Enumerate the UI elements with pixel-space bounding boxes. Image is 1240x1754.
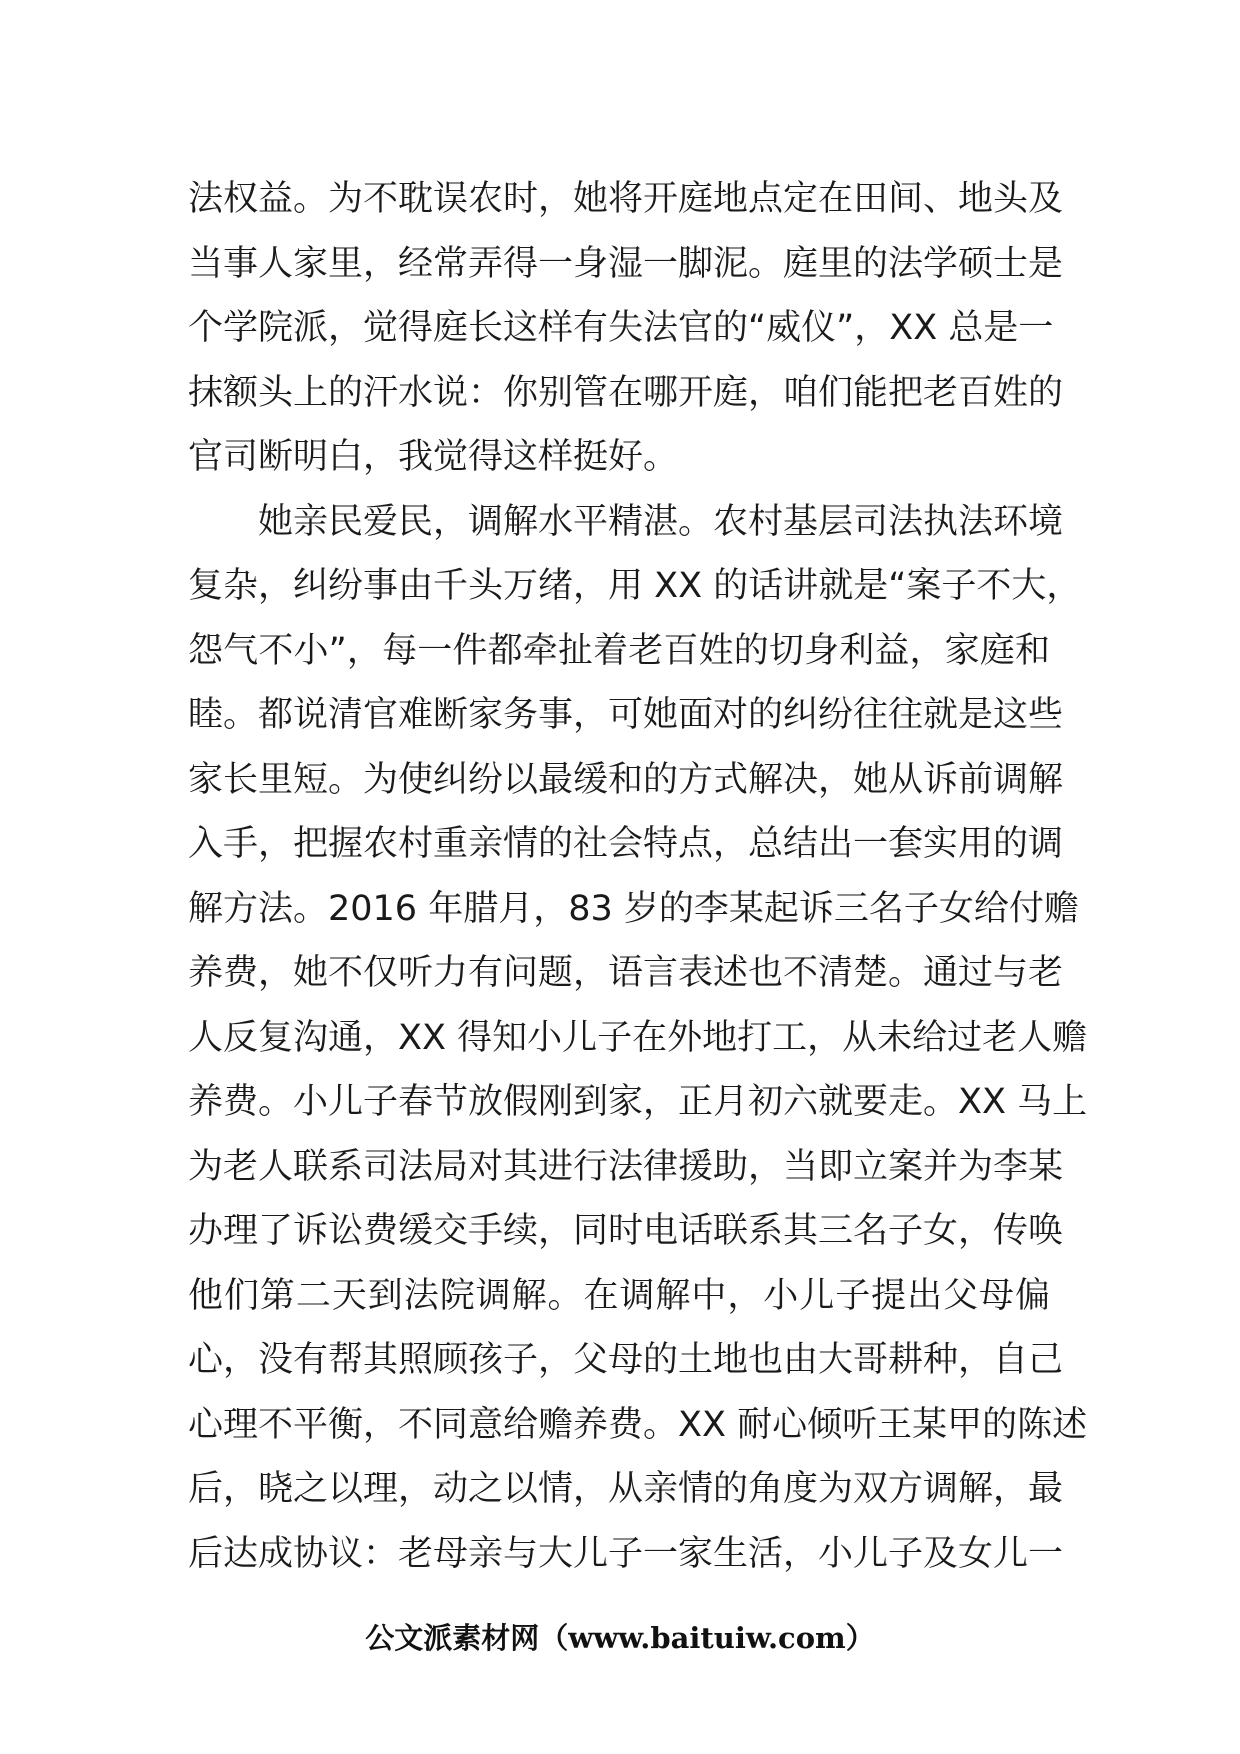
text-line: 人反复沟通，XX 得知小儿子在外地打工，从未给过老人赡 (188, 1017, 1088, 1058)
text-line: 办理了诉讼费缓交手续，同时电话联系其三名子女，传唤 (188, 1211, 1064, 1251)
text-line: 后达成协议：老母亲与大儿子一家生活，小儿子及女儿一 (188, 1533, 1064, 1574)
text-line: 为老人联系司法局对其进行法律援助，当即立案并为李某 (188, 1146, 1064, 1187)
text-line: 家长里短。为使纠纷以最缓和的方式解决，她从诉前调解 (188, 759, 1064, 800)
text-line: 心，没有帮其照顾孩子，父母的土地也由大哥耕种，自己 (188, 1340, 1064, 1380)
text-line: 养费，她不仅听力有问题，语言表述也不清楚。通过与老 (188, 953, 1064, 993)
text-line: 抹额头上的汗水说：你别管在哪开庭，咱们能把老百姓的 (188, 372, 1064, 413)
text-line: 官司断明白，我觉得这样挺好。 (188, 437, 679, 477)
paragraph-1 (188, 167, 1064, 490)
body-text (188, 167, 1088, 1586)
text-line: 法权益。为不耽误农时，她将开庭地点定在田间、地头及 (188, 179, 1064, 219)
text-line: 个学院派，觉得庭长这样有失法官的“威仪”，XX 总是一 (188, 308, 1054, 348)
text-line: 养费。小儿子春节放假刚到家，正月初六就要走。XX 马上 (188, 1082, 1088, 1122)
text-line: 后，晓之以理，动之以情，从亲情的角度为双方调解，最 (188, 1469, 1064, 1509)
text-line: 心理不平衡，不同意给赡养费。XX 耐心倾听王某甲的陈述 (188, 1404, 1088, 1445)
text-line: 入手，把握农村重亲情的社会特点，总结出一套实用的调 (188, 824, 1064, 864)
text-line: 她亲民爱民，调解水平精湛。农村基层司法执法环境 (188, 501, 1064, 542)
text-line: 他们第二天到法院调解。在调解中，小儿子提出父母偏 (188, 1275, 1050, 1316)
text-line: 解方法。2016 年腊月，83 岁的李某起诉三名子女给付赡 (188, 888, 1079, 929)
text-line: 复杂，纠纷事由千头万绪，用 XX 的话讲就是“案子不大， (188, 566, 1082, 606)
text-line: 当事人家里，经常弄得一身湿一脚泥。庭里的法学硕士是 (188, 243, 1064, 284)
text-line: 怨气不小”，每一件都牵扯着老百姓的切身利益，家庭和 (188, 630, 1050, 671)
text-line: 睦。都说清官难断家务事，可她面对的纠纷往往就是这些 (188, 695, 1064, 735)
paragraph-2 (188, 490, 1088, 1587)
footer-source: 公文派素材网（www.baituiw.com） (365, 1621, 875, 1655)
